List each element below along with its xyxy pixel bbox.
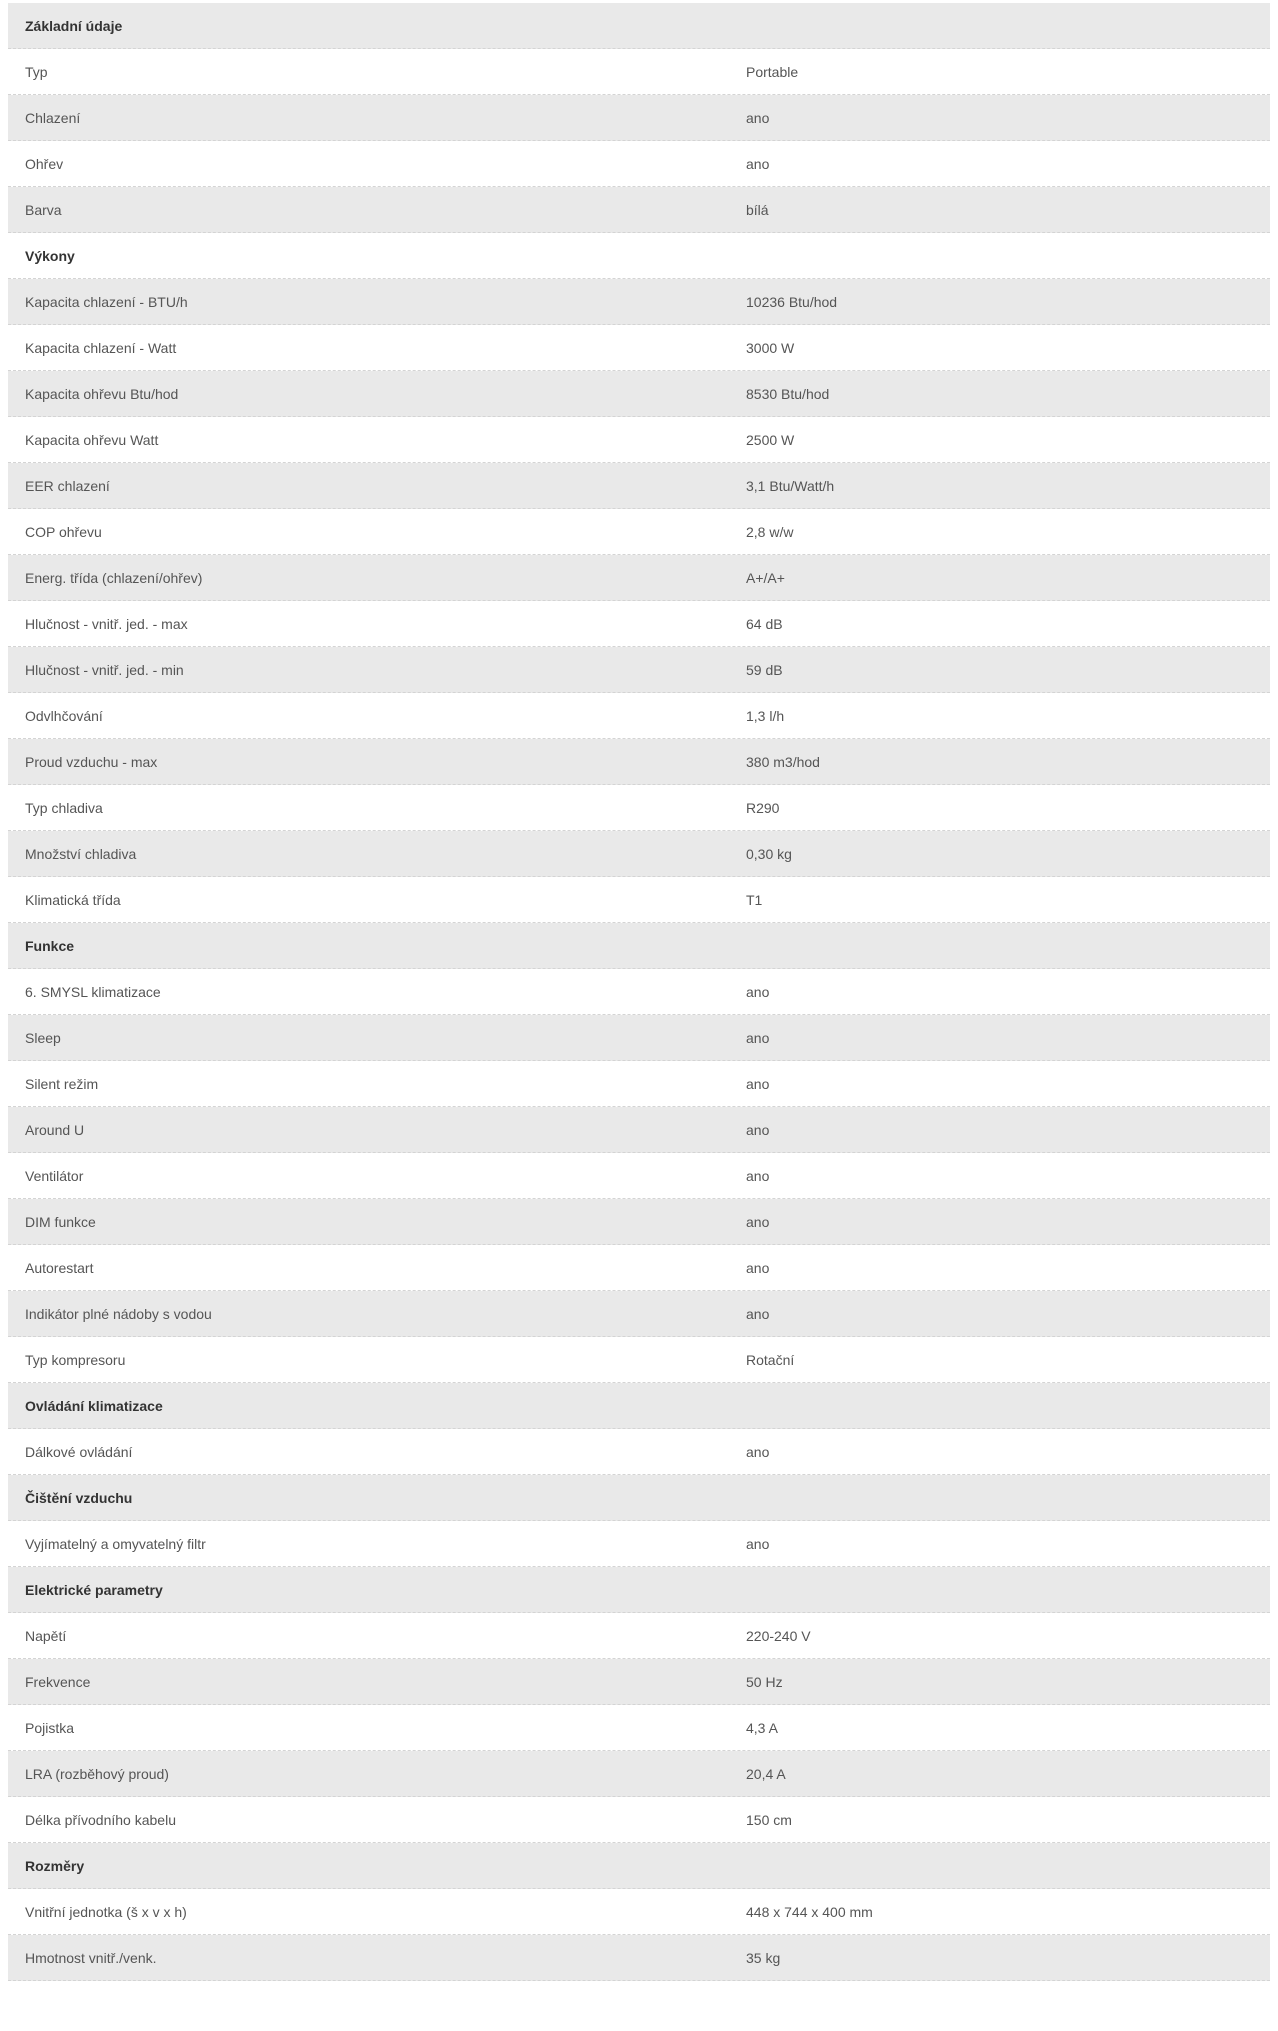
spec-value: 3,1 Btu/Watt/h — [746, 477, 835, 494]
spec-value: Rotační — [746, 1351, 795, 1368]
spec-label: Hmotnost vnitř./venk. — [25, 1949, 157, 1966]
spec-label: Hlučnost - vnitř. jed. - max — [25, 615, 188, 632]
spec-label: Kapacita chlazení - Watt — [25, 339, 177, 356]
spec-label: Odvlhčování — [25, 707, 103, 724]
spec-value: 50 Hz — [746, 1673, 783, 1690]
spec-value: 380 m3/hod — [746, 753, 820, 770]
spec-label: LRA (rozběhový proud) — [25, 1765, 169, 1782]
spec-row — [8, 1015, 1270, 1061]
spec-label: Typ chladiva — [25, 799, 103, 816]
spec-row — [8, 1705, 1270, 1751]
spec-label: Klimatická třída — [25, 891, 121, 908]
spec-label: Napětí — [25, 1627, 67, 1644]
spec-label: Délka přívodního kabelu — [25, 1811, 176, 1828]
spec-label: Around U — [25, 1121, 85, 1138]
spec-value: ano — [746, 1121, 770, 1138]
spec-label: Indikátor plné nádoby s vodou — [25, 1305, 212, 1322]
spec-row — [8, 1107, 1270, 1153]
spec-row — [8, 1751, 1270, 1797]
spec-label: Ohřev — [25, 155, 64, 172]
spec-row — [8, 555, 1270, 601]
spec-label: Silent režim — [25, 1075, 99, 1092]
spec-value: bílá — [746, 201, 769, 218]
spec-row — [8, 509, 1270, 555]
spec-row — [8, 969, 1270, 1015]
section-header-row — [8, 3, 1270, 49]
spec-row — [8, 417, 1270, 463]
spec-label: Typ kompresoru — [25, 1351, 126, 1368]
section-title: Čištění vzduchu — [25, 1489, 133, 1506]
spec-value: 10236 Btu/hod — [746, 293, 838, 310]
spec-row — [8, 647, 1270, 693]
section-header-row — [8, 923, 1270, 969]
spec-row — [8, 1245, 1270, 1291]
spec-value: ano — [746, 109, 770, 126]
spec-label: Barva — [25, 201, 62, 218]
spec-value: 35 kg — [746, 1949, 781, 1966]
spec-value: R290 — [746, 799, 780, 816]
spec-value: ano — [746, 1443, 770, 1460]
section-title: Elektrické parametry — [25, 1581, 163, 1598]
spec-row — [8, 1889, 1270, 1935]
section-header-row — [8, 1843, 1270, 1889]
spec-label: Kapacita chlazení - BTU/h — [25, 293, 188, 310]
spec-label: Ventilátor — [25, 1167, 84, 1184]
section-header-row — [8, 1475, 1270, 1521]
spec-row — [8, 49, 1270, 95]
spec-table — [8, 3, 1270, 1981]
spec-value: 4,3 A — [746, 1719, 778, 1736]
spec-label: Autorestart — [25, 1259, 94, 1276]
spec-value: ano — [746, 1075, 770, 1092]
section-title: Ovládání klimatizace — [25, 1397, 163, 1414]
spec-row — [8, 1199, 1270, 1245]
spec-label: Vyjímatelný a omyvatelný filtr — [25, 1535, 206, 1552]
spec-value: ano — [746, 983, 770, 1000]
spec-value: ano — [746, 1213, 770, 1230]
spec-row — [8, 1153, 1270, 1199]
spec-row — [8, 1613, 1270, 1659]
spec-row — [8, 463, 1270, 509]
section-header-row — [8, 1383, 1270, 1429]
spec-label: Energ. třída (chlazení/ohřev) — [25, 569, 203, 586]
spec-label: 6. SMYSL klimatizace — [25, 983, 161, 1000]
spec-label: Dálkové ovládání — [25, 1443, 133, 1460]
spec-value: 150 cm — [746, 1811, 792, 1828]
spec-value: ano — [746, 1535, 770, 1552]
spec-value: ano — [746, 1167, 770, 1184]
section-title: Výkony — [25, 247, 75, 264]
spec-row — [8, 95, 1270, 141]
spec-value: 20,4 A — [746, 1765, 786, 1782]
spec-value: 2500 W — [746, 431, 795, 448]
spec-row — [8, 785, 1270, 831]
spec-value: ano — [746, 1305, 770, 1322]
spec-row — [8, 187, 1270, 233]
spec-label: Pojistka — [25, 1719, 75, 1736]
spec-label: Chlazení — [25, 109, 81, 126]
spec-row — [8, 601, 1270, 647]
spec-row — [8, 877, 1270, 923]
spec-label: Typ — [25, 63, 48, 80]
section-title: Základní údaje — [25, 17, 123, 34]
spec-value: 2,8 w/w — [746, 523, 794, 540]
spec-value: ano — [746, 1259, 770, 1276]
spec-row — [8, 279, 1270, 325]
spec-label: Proud vzduchu - max — [25, 753, 158, 770]
spec-label: Vnitřní jednotka (š x v x h) — [25, 1903, 187, 1920]
spec-label: Sleep — [25, 1029, 61, 1046]
spec-label: Frekvence — [25, 1673, 91, 1690]
spec-value: 3000 W — [746, 339, 795, 356]
spec-value: T1 — [746, 891, 763, 908]
spec-label: Hlučnost - vnitř. jed. - min — [25, 661, 184, 678]
spec-label: Množství chladiva — [25, 845, 137, 862]
spec-row — [8, 1797, 1270, 1843]
spec-row — [8, 141, 1270, 187]
spec-row — [8, 371, 1270, 417]
spec-row — [8, 1061, 1270, 1107]
spec-label: EER chlazení — [25, 477, 110, 494]
spec-value: 8530 Btu/hod — [746, 385, 830, 402]
section-header-row — [8, 1567, 1270, 1613]
spec-row — [8, 693, 1270, 739]
spec-value: ano — [746, 1029, 770, 1046]
spec-row — [8, 325, 1270, 371]
spec-value: 448 x 744 x 400 mm — [746, 1903, 873, 1920]
spec-label: Kapacita ohřevu Btu/hod — [25, 385, 179, 402]
spec-row — [8, 739, 1270, 785]
spec-value: 64 dB — [746, 615, 783, 632]
spec-label: COP ohřevu — [25, 523, 102, 540]
spec-value: ano — [746, 155, 770, 172]
spec-value: 220-240 V — [746, 1627, 811, 1644]
section-title: Rozměry — [25, 1857, 85, 1874]
spec-row — [8, 1935, 1270, 1981]
section-header-row — [8, 233, 1270, 279]
spec-row — [8, 1337, 1270, 1383]
spec-row — [8, 1291, 1270, 1337]
spec-row — [8, 1429, 1270, 1475]
spec-value: 59 dB — [746, 661, 783, 678]
spec-row — [8, 1659, 1270, 1705]
section-title: Funkce — [25, 937, 75, 954]
spec-value: 0,30 kg — [746, 845, 792, 862]
spec-row — [8, 831, 1270, 877]
spec-label: DIM funkce — [25, 1213, 96, 1230]
spec-value: 1,3 l/h — [746, 707, 785, 724]
spec-row — [8, 1521, 1270, 1567]
spec-value: A+/A+ — [746, 569, 785, 586]
spec-label: Kapacita ohřevu Watt — [25, 431, 159, 448]
spec-value: Portable — [746, 63, 799, 80]
